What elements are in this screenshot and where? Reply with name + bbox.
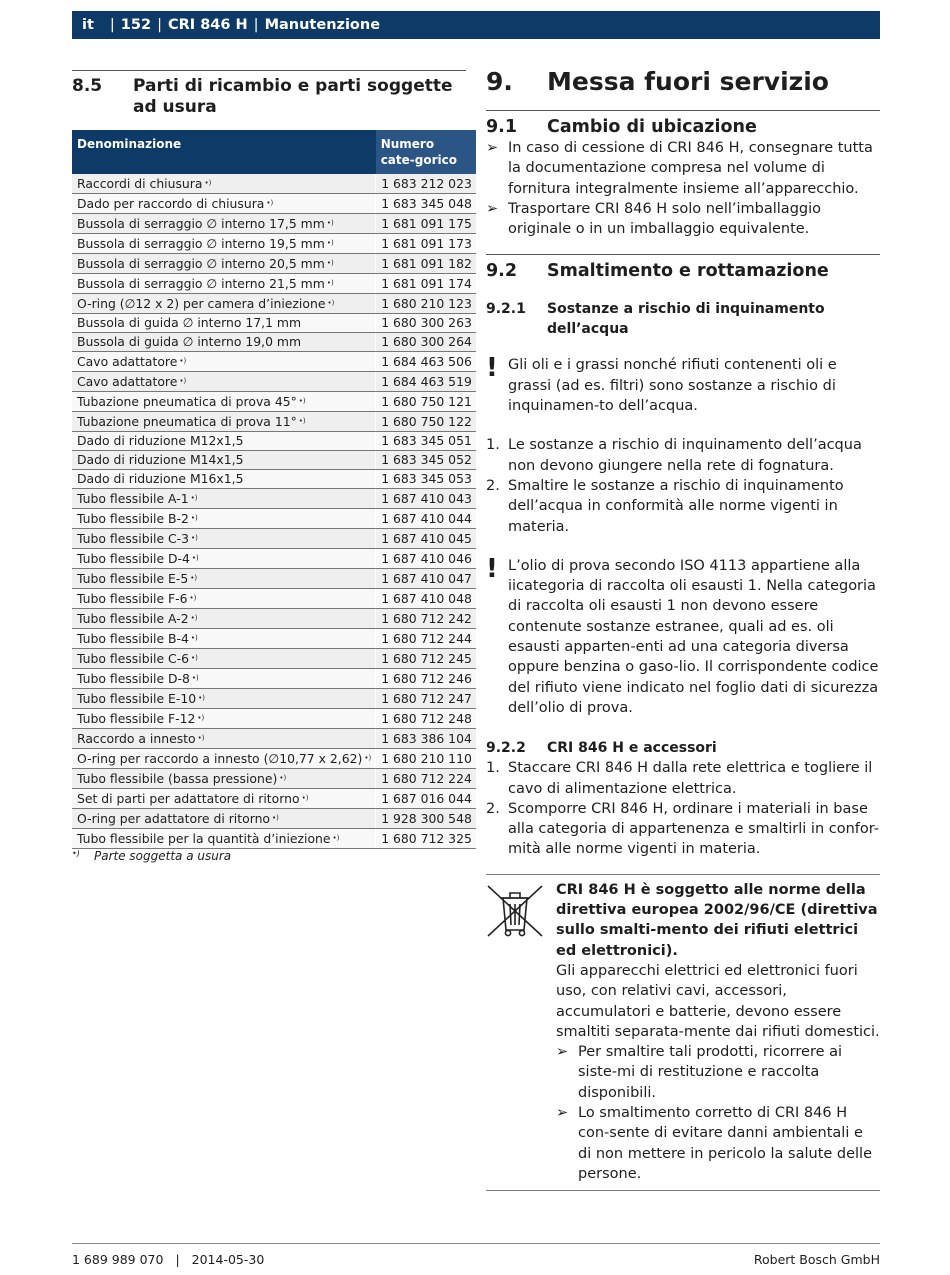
table-row: [72, 470, 476, 489]
table-row: [72, 549, 476, 569]
wear-part-marker: •): [179, 377, 187, 385]
table-row: [72, 451, 476, 470]
part-code-cell: 1 687 016 044: [376, 789, 476, 809]
wear-part-marker: •): [189, 594, 197, 602]
header-lang: it: [82, 17, 94, 33]
part-name-cell: Bussola di serraggio ∅ interno 21,5 mm •): [72, 274, 376, 294]
arrow-bullet-icon: ➢: [556, 1044, 569, 1061]
part-name-cell: Tubo flessibile D-4 •): [72, 549, 376, 569]
list-item: ➢ In caso di cessione di CRI 846 H, consegnare tutta la documentazione compresa nel volume di fornitura integralmente insieme all’apparecchio.: [486, 138, 880, 199]
part-name-cell: Cavo adattatore •): [72, 372, 376, 392]
arrow-bullet-icon: ➢: [486, 140, 499, 156]
part-code-cell: 1 680 712 224: [376, 769, 476, 789]
wear-part-marker: •): [326, 259, 334, 267]
part-code-cell: 1 687 410 046: [376, 549, 476, 569]
table-row: [72, 333, 476, 352]
part-code-cell: 1 681 091 174: [376, 274, 476, 294]
warning-note: ! L’olio di prova secondo ISO 4113 appartiene alla iicategoria di raccolta oli esausti 1. Nella categoria di raccolta oli esausti 1 non devono essere contenute sostanze estranee, quali ad es. oli esausti apparten-enti ad una categoria diversa oppure benzina o gaso-lio. Il corrispondente codice del rifiuto viene indicato nel foglio dati di sicurezza dell’olio di prova.: [486, 556, 880, 718]
part-name-cell: Tubo flessibile A-2 •): [72, 609, 376, 629]
col-header-code: Numero cate-gorico: [376, 130, 476, 174]
table-row: [72, 689, 476, 709]
table-row: [72, 589, 476, 609]
wear-part-marker: •): [197, 714, 205, 722]
part-name-cell: Tubo flessibile A-1 •): [72, 489, 376, 509]
part-code-cell: 1 683 345 053: [376, 470, 476, 489]
part-name-cell: Dado per raccordo di chiusura •): [72, 194, 376, 214]
heading-9-2-2: 9.2.2 CRI 846 H e accessori: [486, 740, 717, 757]
part-code-cell: 1 687 410 043: [376, 489, 476, 509]
part-name-cell: Tubo flessibile D-8 •): [72, 669, 376, 689]
table-row: [72, 829, 476, 849]
part-code-cell: 1 680 712 246: [376, 669, 476, 689]
part-code-cell: 1 680 712 325: [376, 829, 476, 849]
warning-icon: !: [486, 353, 498, 384]
part-code-cell: 1 687 410 045: [376, 529, 476, 549]
table-row: [72, 352, 476, 372]
table-row: [72, 314, 476, 333]
part-name-cell: Bussola di guida ∅ interno 19,0 mm: [72, 333, 376, 352]
part-name-cell: Bussola di guida ∅ interno 17,1 mm: [72, 314, 376, 333]
warning-note: ! Gli oli e i grassi nonché rifiuti contenenti oli e grassi (ad es. filtri) sono sostanze a rischio di inquinamen-to dell’acqua.: [486, 355, 880, 416]
part-name-cell: Bussola di serraggio ∅ interno 17,5 mm •): [72, 214, 376, 234]
part-name-cell: Dado di riduzione M14x1,5: [72, 451, 376, 470]
part-code-cell: 1 683 345 052: [376, 451, 476, 470]
part-code-cell: 1 680 712 242: [376, 609, 476, 629]
doc-number: 1 689 989 070: [72, 1252, 164, 1267]
part-code-cell: 1 687 410 044: [376, 509, 476, 529]
part-code-cell: 1 683 386 104: [376, 729, 476, 749]
weee-directive-text: CRI 846 H è soggetto alle norme della direttiva europea 2002/96/CE (direttiva sullo smalti-mento dei rifiuti elettrici ed elettronici).: [556, 881, 878, 959]
part-code-cell: 1 683 345 051: [376, 432, 476, 451]
part-code-cell: 1 681 091 175: [376, 214, 476, 234]
wear-part-marker: •): [190, 634, 198, 642]
wear-part-marker: •): [326, 239, 334, 247]
table-row: [72, 509, 476, 529]
wear-part-marker: •): [191, 674, 199, 682]
part-code-cell: 1 687 410 047: [376, 569, 476, 589]
part-name-cell: Tubo flessibile F-12 •): [72, 709, 376, 729]
part-name-cell: Dado di riduzione M12x1,5: [72, 432, 376, 451]
list-item: ➢ Per smaltire tali prodotti, ricorrere ai siste-mi di restituzione e raccolta disponibili.: [556, 1042, 880, 1103]
wear-part-marker: •): [266, 199, 274, 207]
part-code-cell: 1 680 712 248: [376, 709, 476, 729]
part-code-cell: 1 680 210 123: [376, 294, 476, 314]
heading-9-2-1: 9.2.1 Sostanze a rischio di inquinamento dell’acqua: [486, 301, 825, 338]
part-name-cell: Tubo flessibile E-5 •): [72, 569, 376, 589]
part-name-cell: Raccordo a innesto •): [72, 729, 376, 749]
part-name-cell: Tubo flessibile B-2 •): [72, 509, 376, 529]
wear-part-marker: •): [191, 554, 199, 562]
parts-table: [72, 130, 476, 849]
wear-part-marker: •): [191, 534, 198, 542]
part-name-cell: Tubo flessibile B-4 •): [72, 629, 376, 649]
heading-9-1: 9.1 Cambio di ubicazione: [486, 117, 757, 137]
table-row: [72, 254, 476, 274]
part-name-cell: Bussola di serraggio ∅ interno 20,5 mm •): [72, 254, 376, 274]
part-code-cell: 1 680 750 122: [376, 412, 476, 432]
wear-part-marker: •): [191, 654, 198, 662]
header-product: CRI 846 H: [167, 17, 248, 33]
part-name-cell: Bussola di serraggio ∅ interno 19,5 mm •): [72, 234, 376, 254]
wear-part-marker: •): [298, 417, 306, 425]
list-item: 2. Smaltire le sostanze a rischio di inquinamento dell’acqua in conformità alle norme vigenti in materia.: [486, 477, 844, 535]
part-name-cell: Tubo flessibile E-10 •): [72, 689, 376, 709]
table-row: [72, 709, 476, 729]
arrow-bullet-icon: ➢: [486, 200, 499, 217]
part-name-cell: Raccordi di chiusura •): [72, 174, 376, 194]
part-code-cell: 1 687 410 048: [376, 589, 476, 609]
table-row: [72, 809, 476, 829]
table-row: [72, 294, 476, 314]
header-section: Manutenzione: [264, 17, 381, 33]
table-row: [72, 669, 476, 689]
table-row: [72, 234, 476, 254]
wear-part-marker: •): [190, 514, 198, 522]
wear-part-marker: •): [190, 574, 198, 582]
section-divider: [72, 70, 466, 71]
wear-part-marker: •): [327, 299, 335, 307]
part-name-cell: Cavo adattatore •): [72, 352, 376, 372]
wear-part-marker: •): [332, 834, 340, 842]
table-footnote: •) Parte soggetta a usura: [72, 849, 232, 863]
part-name-cell: O-ring per adattatore di ritorno •): [72, 809, 376, 829]
table-row: [72, 729, 476, 749]
table-row: [72, 529, 476, 549]
page-footer: 1 689 989 070 | 2014-05-30 Robert Bosch GmbH: [72, 1243, 880, 1267]
wear-part-marker: •): [272, 814, 279, 822]
chapter-heading: 9. Messa fuori servizio: [486, 67, 829, 96]
part-code-cell: 1 680 712 244: [376, 629, 476, 649]
part-code-cell: 1 928 300 548: [376, 809, 476, 829]
col-header-name: Denominazione: [72, 130, 376, 174]
part-name-cell: O-ring (∅12 x 2) per camera d’iniezione •): [72, 294, 376, 314]
part-code-cell: 1 680 210 110: [376, 749, 476, 769]
wear-part-marker: •): [279, 774, 287, 782]
section-heading: 8.5 Parti di ricambio e parti soggette ad usura: [72, 76, 453, 117]
part-code-cell: 1 680 712 247: [376, 689, 476, 709]
part-code-cell: 1 683 345 048: [376, 194, 476, 214]
part-code-cell: 1 680 300 264: [376, 333, 476, 352]
wear-part-marker: •): [326, 219, 334, 227]
list-item: ➢ Trasportare CRI 846 H solo nell’imballaggio originale o in un imballaggio equivalente.: [486, 199, 880, 240]
page-header: it | 152 | CRI 846 H | Manutenzione: [72, 11, 880, 39]
decommissioning-section: [486, 66, 880, 1191]
table-row: [72, 609, 476, 629]
ordered-list: [486, 758, 880, 859]
part-name-cell: Tubo flessibile per la quantità d’iniezione •): [72, 829, 376, 849]
weee-body-text: Gli apparecchi elettrici ed elettronici fuori uso, con relativi cavi, accessori, accumulatori e batterie, devono essere smaltiti separata-mente dai rifiuti domestici.: [556, 962, 880, 1040]
wear-part-marker: •): [190, 494, 198, 502]
part-name-cell: Tubazione pneumatica di prova 45° •): [72, 392, 376, 412]
spare-parts-section: [72, 70, 472, 863]
list-item: 1. Staccare CRI 846 H dalla rete elettrica e togliere il cavo di alimentazione elettrica.: [486, 760, 873, 797]
header-page: 152: [120, 17, 152, 33]
crossed-out-bin-icon: [486, 880, 556, 1184]
doc-date: 2014-05-30: [191, 1252, 265, 1267]
wear-part-marker: •): [204, 179, 212, 187]
table-row: [72, 392, 476, 412]
table-row: [72, 432, 476, 451]
table-row: [72, 274, 476, 294]
list-item: ➢ Lo smaltimento corretto di CRI 846 H con-sente di evitare danni ambientali e di non mettere in pericolo la salute delle persone.: [556, 1103, 880, 1184]
warning-icon: !: [486, 553, 498, 584]
part-name-cell: Set di parti per adattatore di ritorno •): [72, 789, 376, 809]
table-row: [72, 489, 476, 509]
part-code-cell: 1 680 300 263: [376, 314, 476, 333]
table-row: [72, 769, 476, 789]
part-code-cell: 1 681 091 182: [376, 254, 476, 274]
wear-part-marker: •): [326, 279, 334, 287]
list-item: 1. Le sostanze a rischio di inquinamento dell’acqua non devono giungere nella rete di fognatura.: [486, 437, 862, 474]
part-code-cell: 1 680 712 245: [376, 649, 476, 669]
table-row: [72, 569, 476, 589]
table-row: [72, 749, 476, 769]
table-row: [72, 629, 476, 649]
wear-part-marker: •): [179, 357, 187, 365]
part-name-cell: Tubazione pneumatica di prova 11° •): [72, 412, 376, 432]
table-row: [72, 214, 476, 234]
company-name: Robert Bosch GmbH: [753, 1252, 880, 1267]
wear-part-marker: •): [298, 397, 306, 405]
part-name-cell: Tubo flessibile (bassa pressione) •): [72, 769, 376, 789]
wear-part-marker: •): [197, 734, 205, 742]
table-row: [72, 789, 476, 809]
wear-part-marker: •): [364, 754, 372, 762]
table-row: [72, 412, 476, 432]
weee-notice: [486, 874, 880, 1191]
part-code-cell: 1 684 463 506: [376, 352, 476, 372]
part-name-cell: Dado di riduzione M16x1,5: [72, 470, 376, 489]
arrow-bullet-icon: ➢: [556, 1104, 569, 1121]
table-row: [72, 649, 476, 669]
part-code-cell: 1 684 463 519: [376, 372, 476, 392]
wear-part-marker: •): [198, 694, 205, 702]
part-name-cell: Tubo flessibile C-6 •): [72, 649, 376, 669]
parts-table-body: [72, 174, 476, 849]
wear-part-marker: •): [301, 794, 309, 802]
part-code-cell: 1 683 212 023: [376, 174, 476, 194]
heading-9-2: 9.2 Smaltimento e rottamazione: [486, 261, 829, 282]
ordered-list: [486, 435, 880, 536]
wear-part-marker: •): [190, 614, 198, 622]
table-row: [72, 194, 476, 214]
part-name-cell: O-ring per raccordo a innesto (∅10,77 x 2,62) •): [72, 749, 376, 769]
part-code-cell: 1 681 091 173: [376, 234, 476, 254]
table-row: [72, 174, 476, 194]
table-row: [72, 372, 476, 392]
part-code-cell: 1 680 750 121: [376, 392, 476, 412]
list-item: 2. Scomporre CRI 846 H, ordinare i materiali in base alla categoria di appartenenza e smaltirli in confor-mità alle norme vigenti in materia.: [486, 800, 880, 858]
part-name-cell: Tubo flessibile F-6 •): [72, 589, 376, 609]
part-name-cell: Tubo flessibile C-3 •): [72, 529, 376, 549]
